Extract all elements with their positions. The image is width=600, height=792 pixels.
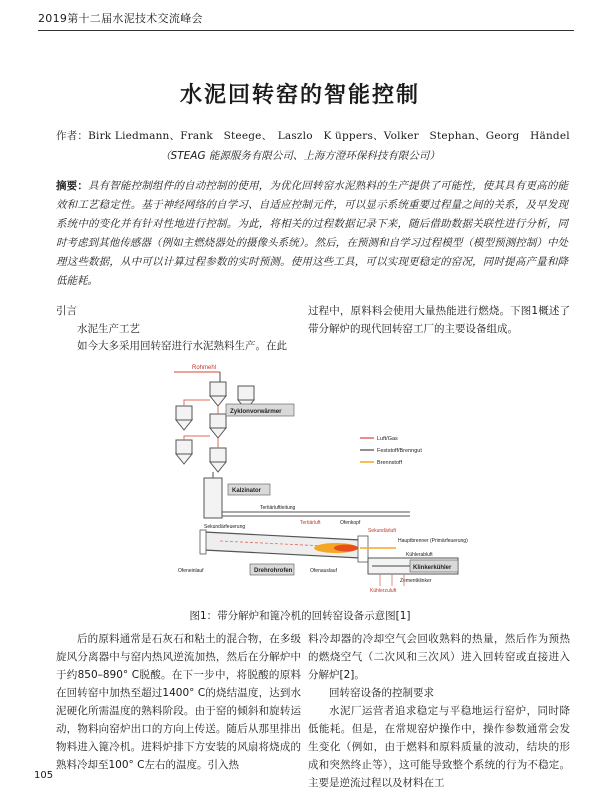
abstract-label: 摘要： — [56, 180, 89, 192]
label-ofeneinlauf: Ofeneinlauf — [178, 568, 204, 574]
right-column-bottom — [308, 630, 570, 792]
legend-luft: Luft/Gas — [377, 436, 398, 442]
right-bottom-paragraph-2: 水泥厂运营者追求稳定与平稳地运行窑炉，同时降低能耗。但是，在常规窑炉操作中，操作参数通常会发生变化（例如，由于燃料和原料质量的波动，结块的形成和突然终止等），这可能导致整个系统的行为不稳定。主要是逆流过程以及材料在工 — [308, 705, 570, 789]
authors-line: 作者：Birk Liedmann、Frank Steege、 Laszlo K üppers、Volker Stephan、Georg Händel — [56, 130, 570, 142]
legend-brenn: Brennstoff — [377, 460, 402, 466]
label-sekundaerluft: Sekundärluft — [368, 528, 397, 534]
paper-title: 水泥回转窑的智能控制 — [179, 83, 420, 108]
label-zementklinker: Zementklinker — [400, 578, 432, 584]
abstract — [56, 177, 568, 291]
figure-caption: 图1：带分解炉和篦冷机的回转窑设备示意图[1] — [189, 610, 411, 622]
right-bottom-paragraph-1: 料冷却器的冷却空气会回收熟料的热量，然后作为预热的燃烧空气（二次风和三次风）进入回转窑或直接进入分解炉[2]。 — [308, 633, 570, 681]
left-column-bottom — [56, 630, 301, 774]
left-top-paragraph: 如今大多采用回转窑进行水泥熟料生产。在此 — [77, 340, 287, 352]
left-bottom-paragraph: 后的原料通常是石灰石和粘土的混合物，在多级旋风分离器中与窑内热风逆流加热，然后在分解炉中于约850–890° C脱酸。在下一步中，将脱酸的原料在回转窑中加热至超过1400° C的烧结温度，达到水泥硬化所需温度的熟料阶段。由于窑的倾斜和旋转运动，物料向窑炉出口的方向上传送。随后从那里排出物料进入篦冷机。进料炉排下方安装的风扇将烧成的熟料冷却至100° C左右的温度。引入热 — [56, 633, 301, 771]
label-kuehlerabluft: Kühlerabluft — [406, 552, 433, 558]
abstract-text: 具有智能控制组件的自动控制的使用，为优化回转窑水泥熟料的生产提供了可能性，使其具有更高的能效和工艺稳定性。基于神经网络的自学习、自适应控制元件，可以显示系统重要过程量之间的关系，及早发现系统中的变化并有针对性地进行控制。为此，将相关的过程数据记录下来，随后借助数据关联性进行分析，同时考虑到其他传感器（例如主燃烧器处的摄像头系统）。然后，在预测和自学习过程模型（模型预测控制）中处理这些数据，从中可以计算过程参数的实时预测。使用这些工具，可以实现更稳定的窑况，同时提高产量和降低能耗。 — [56, 180, 569, 287]
cyclone-tower — [176, 382, 254, 472]
calciner-vessel — [204, 478, 222, 518]
left-column-top — [56, 303, 294, 356]
right-top-paragraph: 过程中，原料料会使用大量热能进行燃烧。下图1概述了带分解炉的现代回转窑工厂的主要设备组成。 — [308, 305, 570, 335]
figure-legend — [360, 436, 422, 466]
kiln-schematic-figure — [160, 360, 480, 598]
affiliation-line: （STEAG 能源服务有限公司、上海方澄环保科技有限公司） — [160, 150, 440, 162]
label-klinkerkuehler: Klinkerkühler — [413, 565, 452, 571]
label-kalzinator: Kalzinator — [232, 488, 262, 494]
label-ofenkopf: Ofenkopf — [340, 520, 361, 526]
label-drehrohrofen: Drehrohrofen — [254, 568, 293, 574]
label-sekundaerfeuerung: Sekundärfeuerung — [204, 524, 246, 530]
page-number: 105 — [34, 770, 54, 781]
right-column-top — [308, 303, 570, 338]
rotary-kiln — [200, 530, 368, 562]
label-hauptbrenner: Hauptbrenner (Primärfeuerung) — [398, 538, 468, 544]
intro-heading: 引言 — [56, 305, 77, 317]
control-requirements-subheading: 回转窑设备的控制要求 — [329, 687, 434, 699]
label-zyklon: Zyklonvorwärmer — [230, 408, 282, 415]
label-ofenauslauf: Ofenauslauf — [310, 568, 337, 574]
label-tertiaerluft: Tertiärluft — [300, 520, 321, 526]
process-subheading: 水泥生产工艺 — [77, 322, 140, 335]
label-tertiaer-top: Tertiärluftleitung — [260, 505, 296, 511]
label-rohmehl: Rohmehl — [192, 365, 217, 371]
label-kuehlerzuluft: Kühlerzuluft — [370, 588, 397, 594]
legend-fest: Feststoff/Brenngut — [377, 448, 422, 454]
running-header: 2019第十二届水泥技术交流峰会 — [38, 10, 574, 31]
